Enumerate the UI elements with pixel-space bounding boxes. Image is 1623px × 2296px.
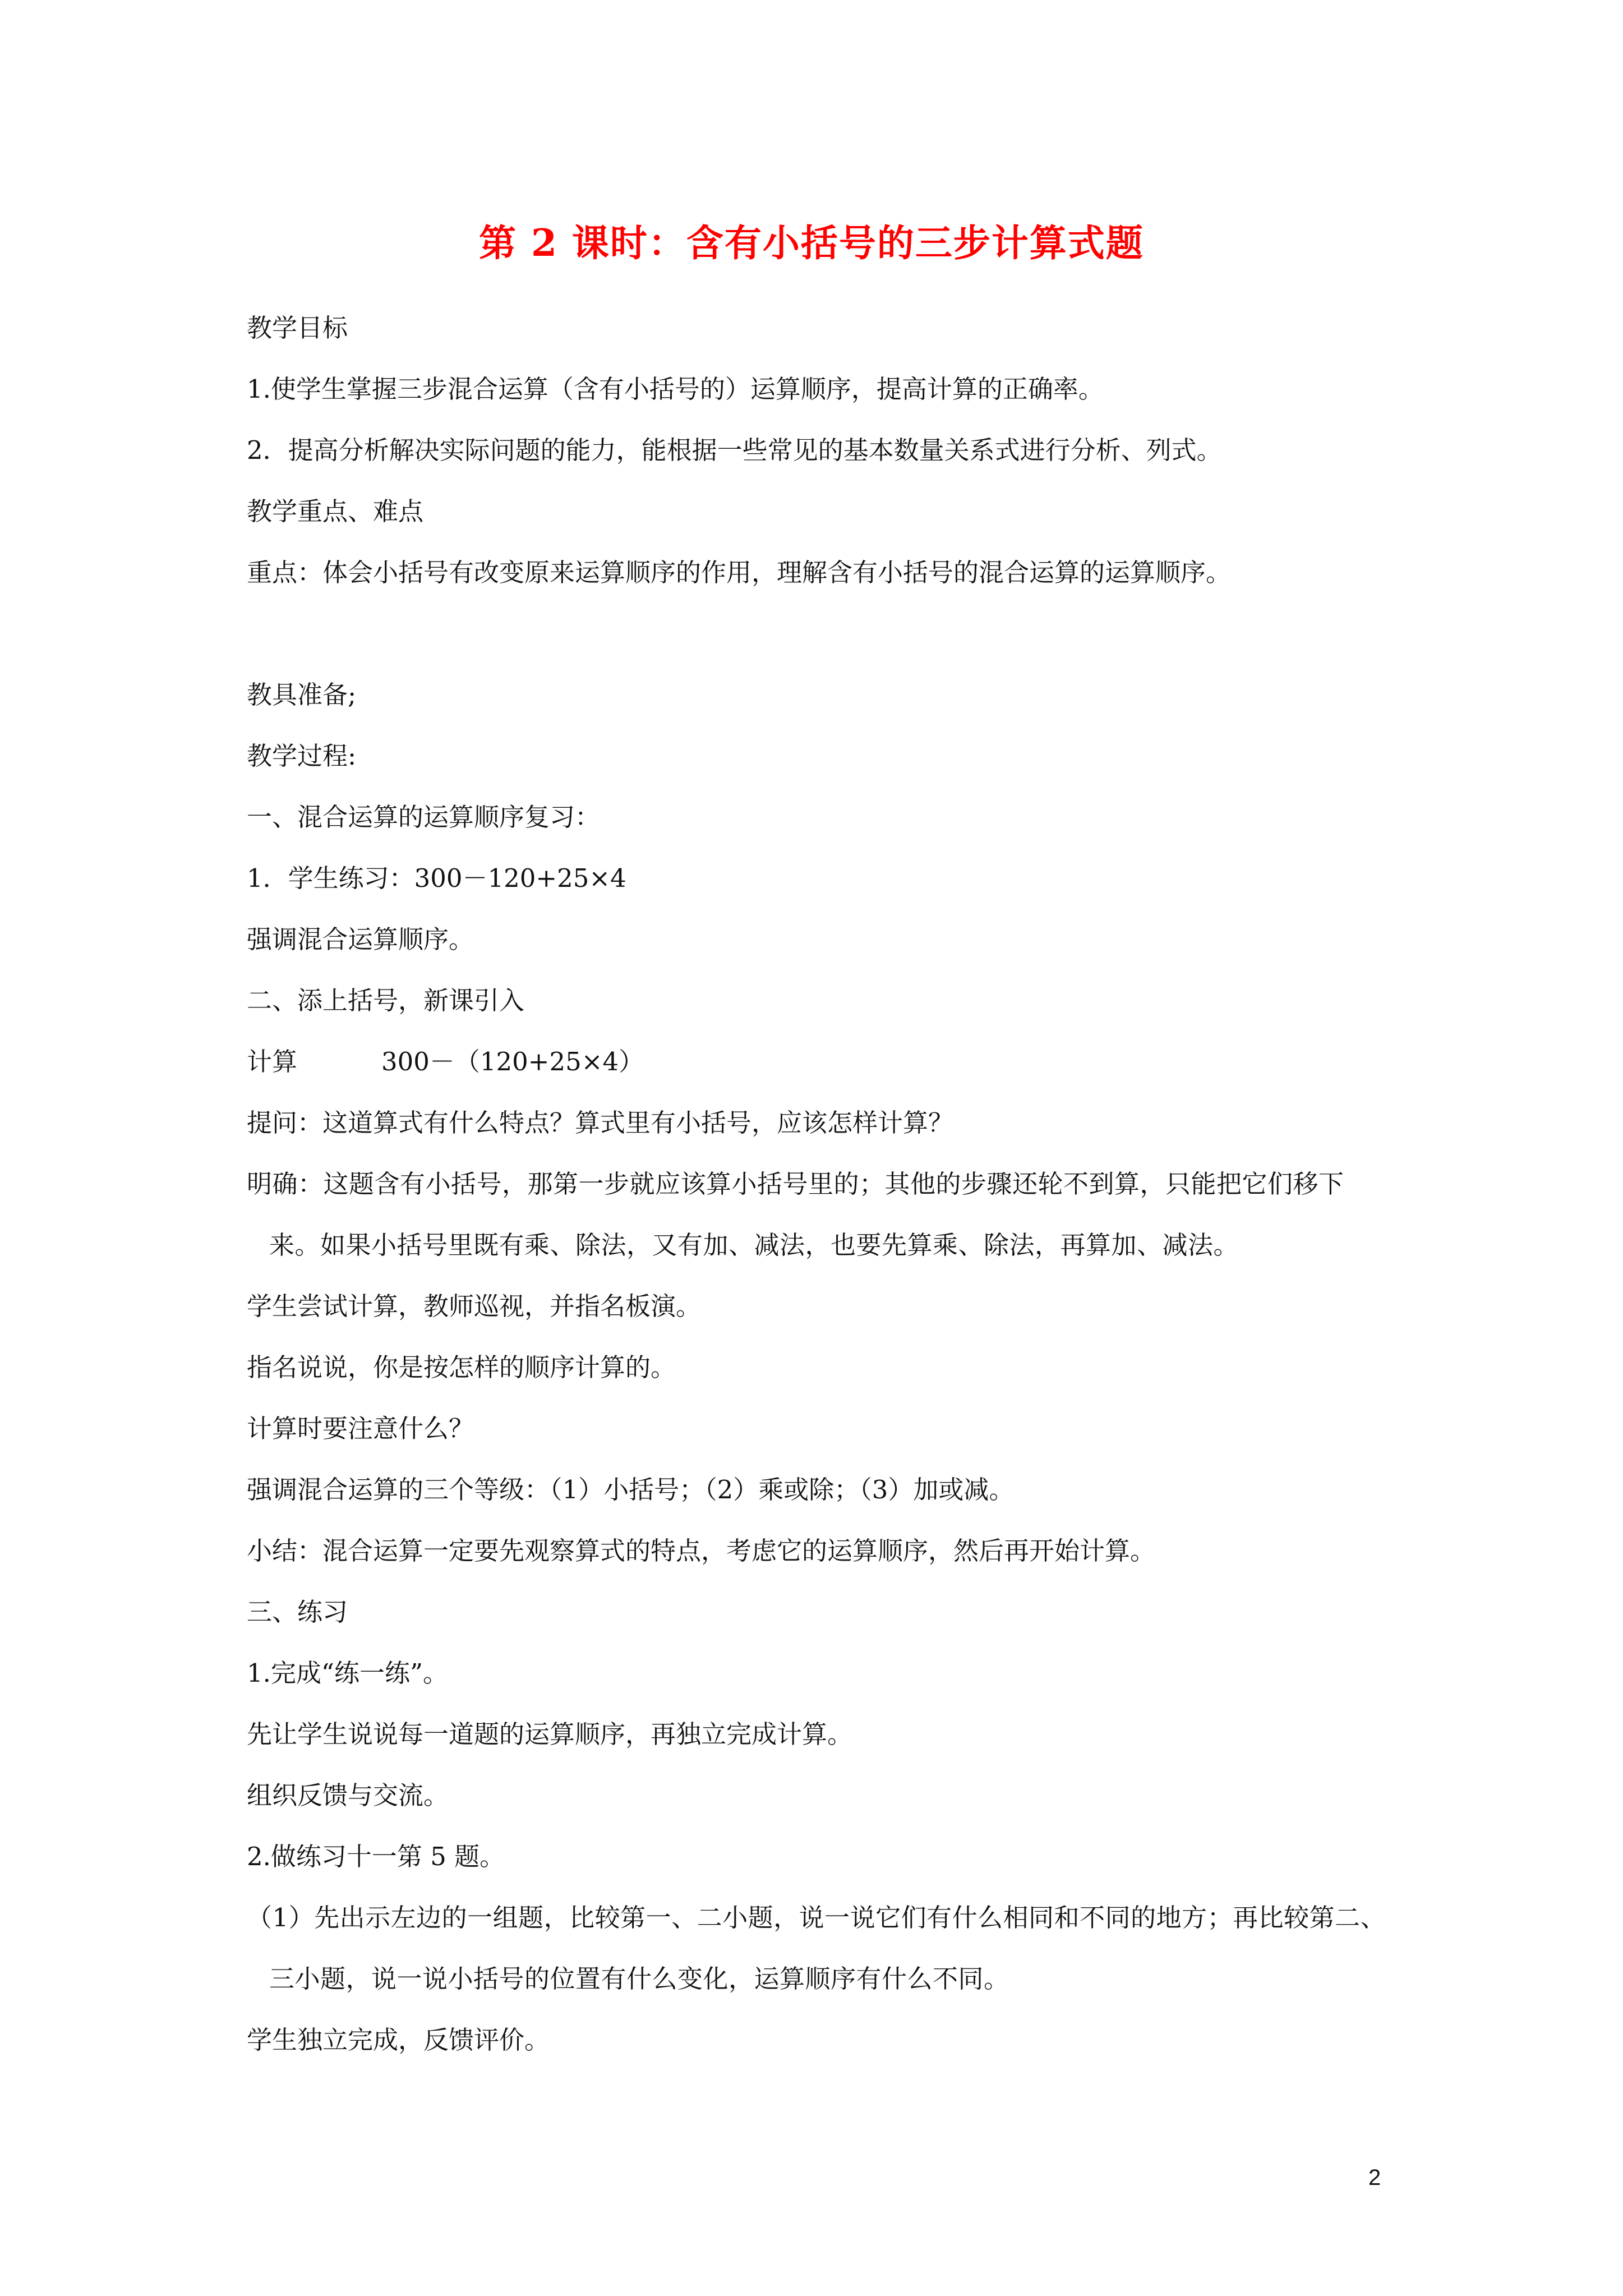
key-point-text: 重点：体会小括号有改变原来运算顺序的作用，理解含有小括号的混合运算的运算顺序。 (247, 558, 1232, 587)
section-heading-materials: 教具准备; (247, 680, 357, 710)
paragraph: 学生独立完成，反馈评价。 (247, 2025, 550, 2055)
section-heading-key-points: 教学重点、难点 (247, 496, 424, 526)
document-title: 第 2 课时：含有小括号的三步计算式题 (479, 221, 1144, 265)
paragraph: 强调混合运算的三个等级：（1）小括号；（2）乘或除；（3）加或减。 (247, 1475, 1015, 1504)
part-heading: 一、混合运算的运算顺序复习： (247, 802, 601, 832)
page-number: 2 (1368, 2165, 1381, 2190)
formula-expression: 300－（120+25×4） (381, 1047, 644, 1076)
part-heading: 三、练习 (247, 1597, 348, 1627)
paragraph: 组织反馈与交流。 (247, 1780, 449, 1810)
paragraph: 先让学生说说每一道题的运算顺序，再独立完成计算。 (247, 1719, 853, 1749)
document-body (247, 297, 1391, 2070)
paragraph: （1）先出示左边的一组题，比较第一、二小题，说一说它们有什么相同和不同的地方；再比较第二、三小题，说一说小括号的位置有什么变化，运算顺序有什么不同。 (247, 1903, 1386, 1994)
section-heading-objectives: 教学目标 (247, 313, 348, 343)
section-heading-process: 教学过程: (247, 741, 357, 771)
paragraph: 小结：混合运算一定要先观察算式的特点，考虑它的运算顺序，然后再开始计算。 (247, 1536, 1156, 1566)
formula-label: 计算 (247, 1047, 298, 1076)
paragraph: 提问：这道算式有什么特点？算式里有小括号，应该怎样计算？ (247, 1108, 954, 1138)
paragraph: 指名说说，你是按怎样的顺序计算的。 (247, 1352, 676, 1382)
paragraph: 计算时要注意什么？ (247, 1414, 474, 1443)
objective-item: 1.使学生掌握三步混合运算（含有小括号的）运算顺序，提高计算的正确率。 (247, 374, 1104, 404)
paragraph: 1.完成“练一练”。 (247, 1658, 448, 1688)
paragraph: 强调混合运算顺序。 (247, 924, 474, 954)
paragraph: 1．学生练习：300－120+25×4 (247, 863, 626, 893)
paragraph: 明确：这题含有小括号，那第一步就应该算小括号里的；其他的步骤还轮不到算，只能把它们移下来。如果小括号里既有乘、除法，又有加、减法，也要先算乘、除法，再算加、减法。 (247, 1169, 1344, 1260)
paragraph: 学生尝试计算，教师巡视，并指名板演。 (247, 1291, 702, 1321)
paragraph: 2.做练习十一第 5 题。 (247, 1842, 505, 1871)
formula-line (247, 1031, 1391, 1092)
objective-item: 2．提高分析解决实际问题的能力，能根据一些常见的基本数量关系式进行分析、列式。 (247, 435, 1222, 465)
part-heading: 二、添上括号，新课引入 (247, 986, 525, 1015)
